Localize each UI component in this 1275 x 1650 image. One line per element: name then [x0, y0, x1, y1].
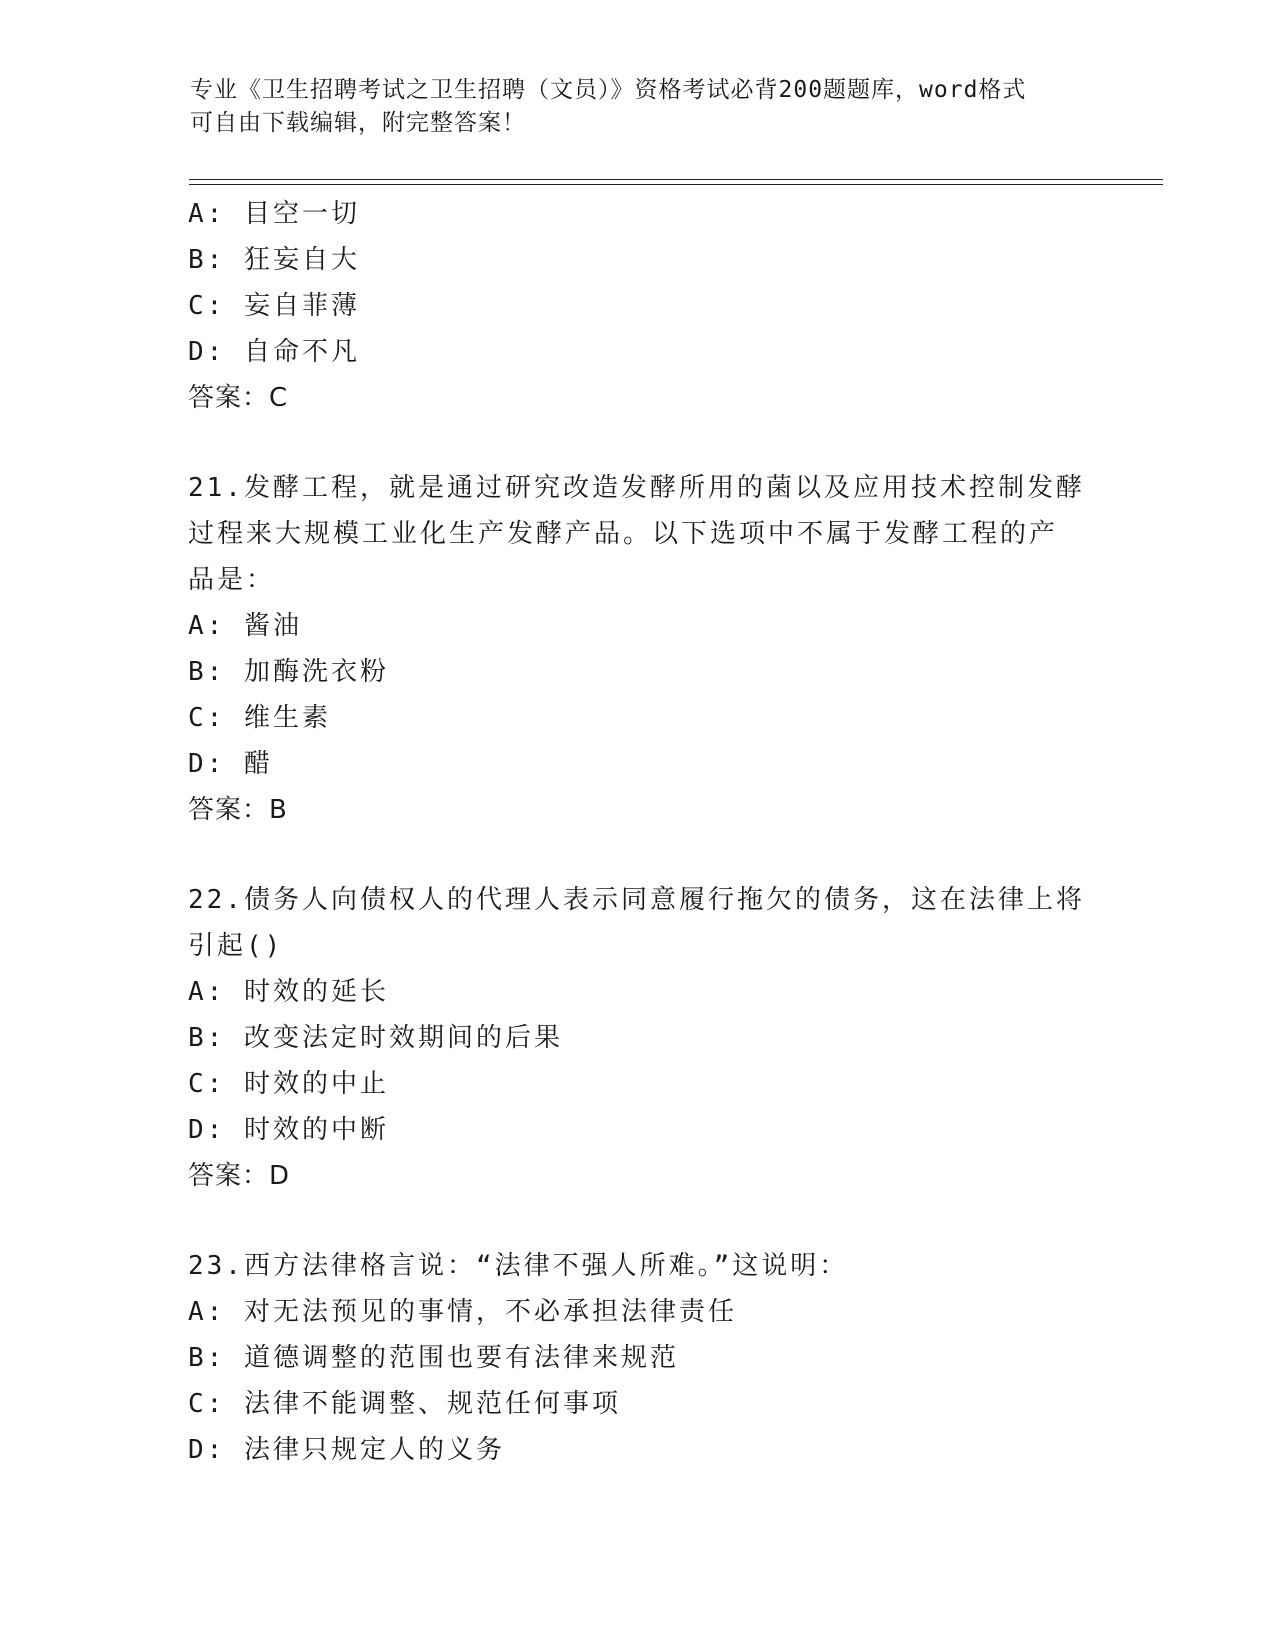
option-c: C: 妄自菲薄 [188, 291, 360, 321]
question-block [188, 877, 1088, 1199]
question-text-line: 22.债务人向债权人的代理人表示同意履行拖欠的债务，这在法律上将 [188, 885, 1085, 915]
option-c: C: 时效的中止 [188, 1069, 389, 1099]
option-c: C: 法律不能调整、规范任何事项 [188, 1389, 621, 1419]
header-line-1: 专业《卫生招聘考试之卫生招聘（文员）》资格考试必背200题题库，word格式 [190, 77, 1027, 103]
option-d: D: 醋 [188, 749, 273, 779]
header-line-2: 可自由下载编辑，附完整答案！ [190, 110, 526, 136]
question-text-line: 21.发酵工程，就是通过研究改造发酵所用的菌以及应用技术控制发酵 [188, 473, 1085, 503]
question-block [188, 191, 1088, 421]
document-header [190, 74, 1070, 140]
option-b: B: 狂妄自大 [188, 245, 360, 275]
option-c: C: 维生素 [188, 703, 331, 733]
question-text-line: 品是： [188, 565, 276, 595]
option-a: A: 目空一切 [188, 199, 360, 229]
question-text-line: 引起() [188, 931, 284, 961]
spacer [188, 833, 1088, 877]
option-d: D: 时效的中断 [188, 1115, 389, 1145]
option-b: B: 改变法定时效期间的后果 [188, 1023, 563, 1053]
option-d: D: 法律只规定人的义务 [188, 1435, 505, 1465]
header-divider-top [189, 179, 1163, 180]
question-block [188, 1243, 1088, 1473]
option-b: B: 道德调整的范围也要有法律来规范 [188, 1343, 679, 1373]
header-divider-bottom [189, 184, 1163, 185]
spacer [188, 1199, 1088, 1243]
question-block [188, 465, 1088, 833]
answer-line: 答案：B [188, 795, 288, 825]
question-text-line: 23.西方法律格言说：“法律不强人所难。”这说明： [188, 1251, 849, 1281]
option-b: B: 加酶洗衣粉 [188, 657, 389, 687]
question-text-line: 过程来大规模工业化生产发酵产品。以下选项中不属于发酵工程的产 [188, 519, 1059, 549]
option-d: D: 自命不凡 [188, 337, 360, 367]
spacer [188, 421, 1088, 465]
question-list [188, 191, 1088, 1473]
option-a: A: 酱油 [188, 611, 302, 641]
answer-line: 答案：C [188, 383, 289, 413]
option-a: A: 时效的延长 [188, 977, 389, 1007]
option-a: A: 对无法预见的事情，不必承担法律责任 [188, 1297, 737, 1327]
answer-line: 答案：D [188, 1161, 291, 1191]
